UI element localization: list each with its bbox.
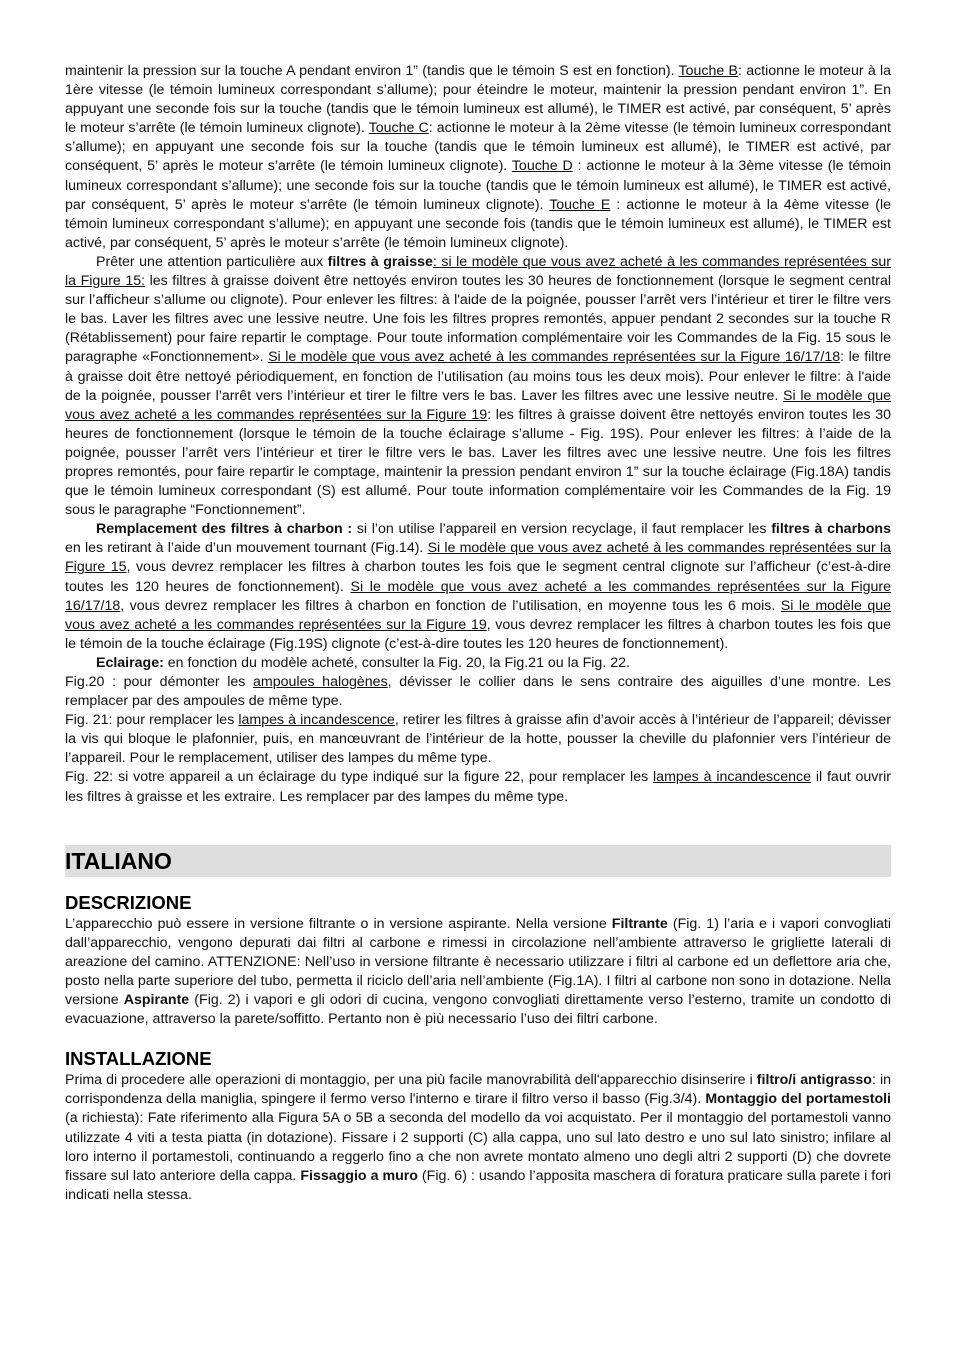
underlined-text: Touche D (511, 158, 573, 175)
text-run: : in corrispondenza della maniglia, spingere il fermo verso l'interno e tirare il filtro verso il basso (Fig.3/4). (65, 1072, 891, 1108)
underlined-text: ampoules halogènes (253, 674, 388, 690)
text-run: : le filtre à graisse doit être nettoyé périodiquement, en fonction de l’utilisation (au moins tous les deux mois). Pour enlever le filtre: à l'aide de la poignée, pousser l’arrêt vers l’intérieur et tirer le filtre vers le bas. Laver les filtres avec une lessive neutre. (65, 349, 892, 404)
bold-term: filtro/i antigrasso (756, 1072, 872, 1089)
underlined-text: Si le modèle que vous avez acheté a les commandes représentées sur la Figure 16/17/18 (65, 578, 892, 614)
paragraph-charcoal-filters (65, 520, 891, 654)
bold-term: Filtrante (611, 915, 668, 932)
text-run: : actionne le moteur à la 4ème vitesse (le témoin lumineux correspondant s’allume); en appuyant une seconde fois (tandis que le témoin lumineux est allumé), le TIMER est activé, par conséquent, 5’ après le moteur s’arrête (le témoin lumineux clignote). (65, 196, 892, 251)
paragraph-timer-touches (65, 62, 891, 253)
underlined-text: Si le modèle que vous avez acheté a les commandes représentées sur la Figure 19 (65, 387, 891, 423)
text-run: , dévisser le collier dans le sens contraire des aiguilles d’une montre. Les remplacer par des ampoules de même type. (65, 674, 891, 710)
paragraph-fig22 (65, 768, 891, 806)
text-run: : actionne le moteur à la 1ère vitesse (le témoin lumineux correspondant s’allume); pour éteindre le moteur, maintenir la pression pendant environ 1”. En appuyant une seconde fois sur la touche (tandis que le témoin lumineux est allumé), le TIMER est activé, par conséquent, 5’ après le moteur s’arrête (le témoin lumineux clignote). (65, 63, 892, 137)
paragraph-fig20 (65, 673, 891, 711)
text-run: , vous devrez remplacer les filtres à charbon toutes les fois que le segment central clignote sur l’afficheur (c’est-à-dire toutes les 120 heures de fonctionnement). (65, 559, 891, 595)
bold-term: Eclairage: (96, 654, 164, 671)
paragraph-lighting (65, 654, 891, 673)
bold-term: filtres à graisse (327, 253, 433, 270)
text-run: , vous devrez remplacer les filtres à charbon en fonction de l’utilisation, en moyenne tous les 6 mois. (120, 597, 781, 614)
bold-term: Aspirante (123, 992, 190, 1009)
section-title-installazione: INSTALLAZIONE (65, 1048, 212, 1070)
text-run: : actionne le moteur à la 2ème vitesse (le témoin lumineux correspondant s’allume); en appuyant une seconde fois sur la touche (tandis que le témoin lumineux est allumé), le TIMER est activé, par conséquent, 5’ après le moteur s’arrête (le témoin lumineux clignote). (65, 120, 891, 175)
language-title: ITALIANO (65, 847, 172, 874)
bold-term: filtres à charbons (771, 521, 891, 538)
underlined-text: lampes à incandescence (238, 712, 395, 729)
text-run: si l’on utilise l’appareil en version recyclage, il faut remplacer les (352, 521, 772, 538)
text-run: Fig. 22: si votre appareil a un éclairage du type indiqué sur la figure 22, pour remplacer les (65, 769, 654, 786)
underlined-text: Touche B (678, 63, 738, 79)
paragraph-grease-filters (65, 253, 891, 520)
text-run: en les retirant à l’aide d’un mouvement tournant (Fig.14). (65, 540, 428, 557)
text-run: , retirer les filtres à graisse afin d’avoir accès à l’intérieur de l’appareil; dévisser la vis qui bloque le plafonnier, puis, en manœuvrant de l’intérieur de la hotte, pousser la cheville du plafonnier vers l’intérieur de l’appareil. Pour le remplacement, utiliser des lampes du même type. (65, 712, 891, 767)
paragraph-installazione (65, 1071, 891, 1205)
text-run: Fig.20 : pour démonter les (65, 674, 254, 690)
text-run: (a richiesta): Fate riferimento alla Figura 5A o 5B a seconda del modello da voi acquistato. Per il montaggio del portamestoli vanno utilizzate 4 viti a testa piatta (in dotazione). Fissare i 2 supporti (C) alla cappa, uno sul lato destro e uno sul lato sinistro; infilare al loro interno il portamestoli, continuando a reggerlo fino a che non avrete montato almeno uno degli altri 2 supporti (D) che dovrete fissare sul lato anteriore della cappa. (65, 1110, 891, 1184)
text-run: : les filtres à graisse doivent être nettoyés environ toutes les 30 heures de fonctionnement (lorsque le témoin de la touche éclairage s’allume - Fig. 19S). Pour enlever les filtres: à l’aide de la poignée, pousser l’arrêt vers l’intérieur et tirer le filtre vers le bas. Laver les filtres avec une lessive neutre. Une fois les filtres propres remontés, pour faire repartir le comptage, maintenir la pression pendant environ 1” sur la touche éclairage (Fig.18A) tandis que le témoin lumineux correspondant (S) est allumé. Pour toute information complémentaire voir les Commandes de la Fig. 19 sous le paragraphe “Fonctionnement”. (65, 406, 892, 519)
underlined-text: Si le modèle que vous avez acheté a les commandes représentées sur la Figure 19 (65, 597, 891, 633)
text-run: Fig. 21: pour remplacer les (65, 712, 239, 729)
paragraph-fig21 (65, 711, 891, 768)
paragraph-descrizione (65, 915, 891, 1030)
text-run: Prêter une attention particulière aux (96, 253, 328, 270)
language-banner (65, 845, 891, 877)
text-run: : actionne le moteur à la 3ème vitesse (le témoin lumineux correspondant s’allume); une seconde fois sur la touche (tandis que le témoin lumineux est allumé), le TIMER est activé, par conséquent, 5’ après le moteur s’arrête (le témoin lumineux clignote). (65, 158, 891, 213)
text-run: en fonction du modèle acheté, consulter la Fig. 20, la Fig.21 ou la Fig. 22. (163, 654, 630, 671)
section-title-descrizione: DESCRIZIONE (65, 891, 192, 913)
bold-term: Remplacement des filtres à charbon : (96, 521, 353, 538)
document-page (65, 62, 891, 1205)
text-run: les filtres à graisse doivent être nettoyés environ toutes les 30 heures de fonctionnement (lorsque le segment central sur l’afficheur s’allume ou clignote). Pour enlever les filtres: à l'aide de la poignée, pousser l’arrêt vers l’intérieur et tirer le filtre vers le bas. Laver les filtres avec une lessive neutre. Une fois les filtres propres remontés, appuer pendant 2 secondes sur la touche R (Rétablissement) pour faire repartir le comptage. Pour toute information complémentaire voir les Commandes de la Fig. 15 sous le paragraphe «Fonctionnement». (65, 273, 891, 366)
underlined-text: Si le modèle que vous avez acheté à les commandes représentées sur la Figure 15 (65, 540, 891, 576)
text-run: Prima di procedere alle operazioni di montaggio, per una più facile manovrabilità dell'apparecchio disinserire i (65, 1072, 757, 1089)
bold-term: Fissaggio a muro (300, 1167, 418, 1184)
text-run: (Fig. 6) : usando l’apposita maschera di foratura praticare sulla parete i fori indicati nella stessa. (65, 1167, 892, 1203)
text-run: L’apparecchio può essere in versione filtrante o in versione aspirante. Nella versione (65, 915, 612, 932)
underlined-text: : si le modèle que vous avez acheté à les commandes représentées sur la Figure 15: (65, 253, 891, 290)
underlined-text: Touche C (368, 120, 429, 137)
text-run: (Fig. 1) l’aria e i vapori convogliati dall’apparecchio, vengono depurati dai filtri al carbone e rimessi in circolazione nell’ambiente attraverso le grigliette laterali di areazione del camino. ATTENZIONE: Nell’uso in versione filtrante è necessario utilizzare i filtri al carbone ed un deflettore aria che, posto nella parte superiore del tubo, permetta il riciclo dell’aria nell’ambiente (Fig.1A). I filtri al carbone non sono in dotazione. Nella versione (65, 915, 891, 1009)
underlined-text: Si le modèle que vous avez acheté à les commandes représentées sur la Figure 16/17/18 (268, 349, 841, 366)
underlined-text: Touche E (549, 196, 611, 213)
text-run: , vous devrez remplacer les filtres à charbon toutes les fois que le témoin de la touche éclairage (Fig.19S) clignote (c’est-à-dire toutes les 120 heures de fonctionnement). (65, 616, 892, 652)
text-run: il faut ouvrir les filtres à graisse et les extraire. Les remplacer par des lampes du même type. (65, 769, 891, 805)
bold-term: Montaggio del portamestoli (705, 1091, 891, 1108)
underlined-text: lampes à incandescence (653, 769, 811, 786)
text-run: (Fig. 2) i vapori e gli odori di cucina, vengono convogliati direttamente verso l’esterno, tramite un condotto di evacuazione, attraverso la parete/soffitto. Pertanto non è più necessario l’uso dei filtri carbone. (65, 992, 891, 1028)
text-run: maintenir la pression sur la touche A pendant environ 1” (tandis que le témoin S est en fonction). (65, 63, 679, 79)
